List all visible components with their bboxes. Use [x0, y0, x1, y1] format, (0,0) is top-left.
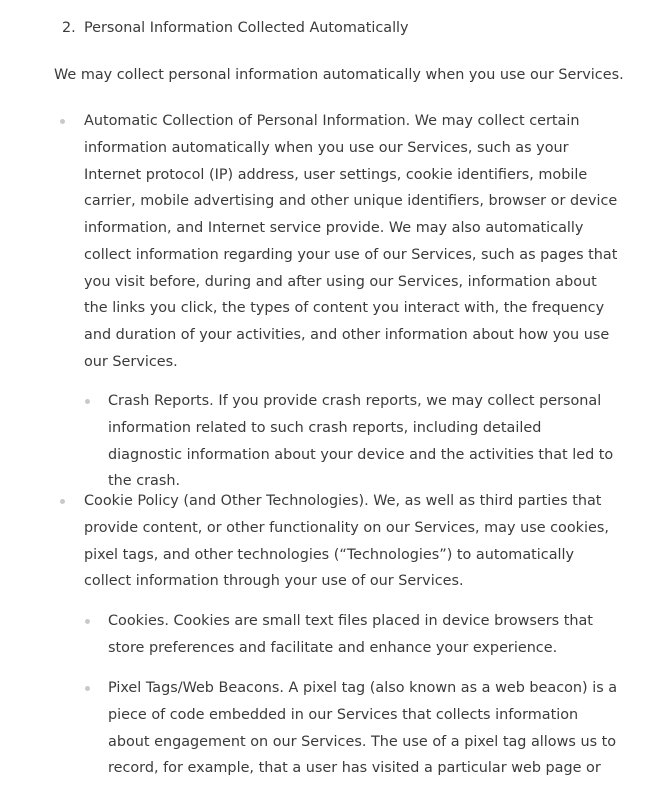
list-item-cookie-policy: Cookie Policy (and Other Technologies). We, as well as third parties that provide content, or other functionality on our Services, may use cookies, pixel tags, and other technologies (“Technologies”) to automatically collect information through your use of our Services. [84, 493, 609, 590]
sub-list-item-pixel-tags: Pixel Tags/Web Beacons. A pixel tag (also known as a web beacon) is a piece of code embedded in our Services that collects information about engagement on our Services. The use of a pixel tag allows us to record, for example, that a user has visited a particular web page or [108, 680, 618, 777]
bullet-dot [60, 499, 65, 504]
bullet-dot [85, 399, 90, 404]
bullet-dot [60, 119, 65, 124]
bullet-dot [85, 619, 90, 624]
section-heading [62, 16, 409, 40]
sub-list-item-crash-reports: Crash Reports. If you provide crash reports, we may collect personal information related to such crash reports, including detailed diagnostic information about your device and the activities that led to the crash. [108, 393, 614, 490]
bullet-dot [85, 686, 90, 691]
section-title: Personal Information Collected Automatically [84, 20, 409, 36]
list-item-automatic-collection: Automatic Collection of Personal Information. We may collect certain information automatically when you use our Services, such as your Internet protocol (IP) address, user settings, cookie identifiers, mobile carrier, mobile advertising and other unique identifiers, browser or device information, and Internet service provide. We may also automatically collect information regarding your use of our Services, such as pages that you visit before, during and after using our Services, information about the links you click, the types of content you interact with, the frequency and duration of your activities, and other information about how you use our Services. [84, 113, 618, 370]
sub-list-item-cookies: Cookies. Cookies are small text files placed in device browsers that store preferences and facilitate and enhance your experience. [108, 613, 593, 656]
section-number: 2. [62, 20, 76, 36]
intro-paragraph: We may collect personal information automatically when you use our Services. [54, 67, 624, 83]
